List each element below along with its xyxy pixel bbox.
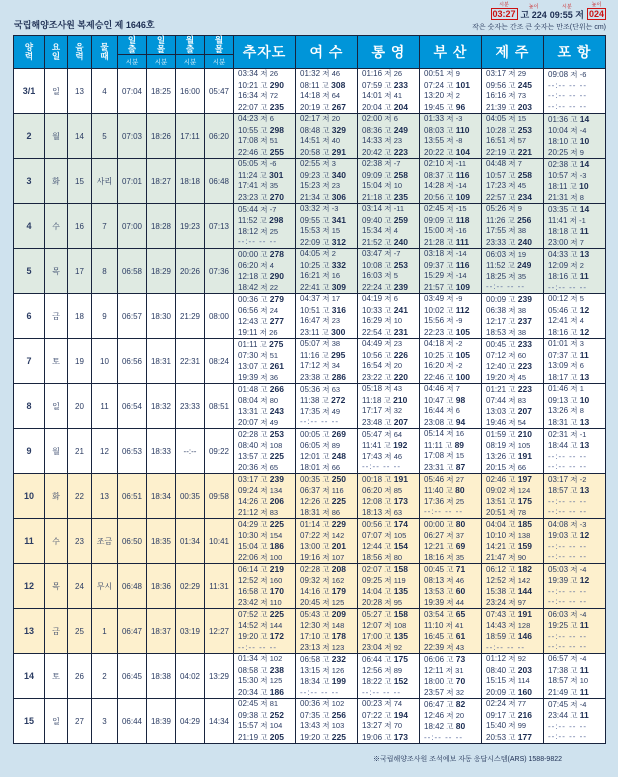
table-row — [14, 339, 606, 384]
sunrise-cell: 06:54 — [118, 384, 147, 429]
lunar-cell: 23 — [68, 519, 92, 564]
moonrise-cell: 18:18 — [176, 159, 205, 204]
sunset-cell: 18:30 — [147, 294, 176, 339]
day-cell: 금 — [45, 294, 68, 339]
tide-cell: 05:43 고 209 12:30 저 148 17:10 고 178 23:13 저 123 — [296, 609, 358, 654]
lunar-cell: 22 — [68, 474, 92, 519]
tide-cell: 01:46 저 1 09:13 고 10 13:26 저 8 18:31 고 13 — [544, 384, 606, 429]
tide-cell: 00:05 고 269 06:05 저 89 12:01 고 248 18:01 저 66 — [296, 429, 358, 474]
moonset-cell: 07:36 — [205, 249, 234, 294]
lunar-cell: 13 — [68, 69, 92, 114]
tide-cell: 06:03 저 19 11:52 고 249 18:25 저 35 --:-- -- -- — [482, 249, 544, 294]
sunset-cell: 18:28 — [147, 204, 176, 249]
day-cell: 일 — [45, 384, 68, 429]
legend-item-high-height — [521, 4, 547, 20]
tide-cell: 03:34 저 26 10:21 고 290 16:34 저 72 22:07 고 235 — [234, 69, 296, 114]
date-cell: 7 — [14, 339, 45, 384]
moonrise-cell: 19:23 — [176, 204, 205, 249]
mul-cell: 12 — [92, 429, 118, 474]
day-cell: 일 — [45, 69, 68, 114]
tide-cell: 05:26 저 9 11:26 고 256 17:55 저 38 23:33 고 240 — [482, 204, 544, 249]
sunset-cell: 18:38 — [147, 654, 176, 699]
legend-value: 024 — [588, 9, 604, 19]
moonset-cell: 08:24 — [205, 339, 234, 384]
station-col-header: 포 항 — [544, 36, 606, 69]
tide-cell: 00:36 고 279 06:56 저 24 12:43 고 277 19:11 저 26 — [234, 294, 296, 339]
legend-label: 시분 — [499, 2, 509, 8]
mul-cell: 1 — [92, 609, 118, 654]
lunar-cell: 27 — [68, 699, 92, 744]
sunset-cell: 18:39 — [147, 699, 176, 744]
moonrise-cell: 23:33 — [176, 384, 205, 429]
day-cell: 월 — [45, 114, 68, 159]
time-unit-header: 시분 — [205, 55, 234, 69]
time-unit-header: 시분 — [176, 55, 205, 69]
mul-cell: 10 — [92, 339, 118, 384]
moonset-cell: 06:20 — [205, 114, 234, 159]
tide-cell: 04:05 저 15 10:28 고 253 16:51 저 57 22:19 고 221 — [482, 114, 544, 159]
date-col-header: 일 몰 — [147, 36, 176, 55]
tide-cell: 00:35 고 250 06:37 저 116 12:26 고 225 18:31 저 86 — [296, 474, 358, 519]
tide-cell: 00:51 저 9 07:24 고 101 13:20 저 2 19:45 고 96 — [420, 69, 482, 114]
moonrise-cell: 03:19 — [176, 609, 205, 654]
tide-cell: 06:03 저 -4 19:25 고 11 --:-- -- -- --:-- -- -- — [544, 609, 606, 654]
day-cell: 목 — [45, 249, 68, 294]
legend-value: 고 224 — [520, 10, 547, 20]
mul-cell: 7 — [92, 204, 118, 249]
lunar-cell: 15 — [68, 159, 92, 204]
tide-cell: 06:12 고 182 12:52 저 142 15:38 고 144 23:24 저 97 — [482, 564, 544, 609]
date-col-header: 월 출 — [176, 36, 205, 55]
sunrise-cell: 06:53 — [118, 429, 147, 474]
tide-cell: 01:33 저 -3 08:03 고 110 13:55 저 -8 20:22 고 104 — [420, 114, 482, 159]
moonset-cell: 09:22 — [205, 429, 234, 474]
tide-cell: 02:17 저 20 08:48 고 329 14:51 저 40 20:58 고 291 — [296, 114, 358, 159]
moonset-cell: 07:13 — [205, 204, 234, 249]
time-unit-header: 시분 — [147, 55, 176, 69]
tide-cell: 00:23 저 74 07:22 고 194 13:27 저 70 19:06 고 173 — [358, 699, 420, 744]
day-cell: 수 — [45, 204, 68, 249]
moonrise-cell: 02:29 — [176, 564, 205, 609]
tide-cell: 01:16 저 26 07:59 고 233 14:01 저 41 20:04 고 204 — [358, 69, 420, 114]
date-col-header: 물 때 — [92, 36, 118, 69]
lunar-cell: 20 — [68, 384, 92, 429]
tide-cell: 05:03 저 -4 19:39 고 12 --:-- -- -- --:-- -- -- — [544, 564, 606, 609]
tide-cell: 04:49 저 23 10:56 고 226 16:54 저 20 23:22 고 220 — [358, 339, 420, 384]
station-col-header: 제 주 — [482, 36, 544, 69]
tide-cell: 02:45 저 -15 09:09 고 118 15:00 저 -16 21:28 고 111 — [420, 204, 482, 249]
tide-cell: 03:54 고 65 11:10 저 41 16:45 고 61 22:39 저 43 — [420, 609, 482, 654]
moonrise-cell: 01:34 — [176, 519, 205, 564]
station-col-header: 추자도 — [234, 36, 296, 69]
date-cell: 11 — [14, 519, 45, 564]
legend-label: 높이 — [528, 4, 539, 10]
moonrise-cell: 21:29 — [176, 294, 205, 339]
lunar-cell: 26 — [68, 654, 92, 699]
tide-cell: 05:36 저 63 11:38 고 272 17:35 저 49 --:-- -- -- — [296, 384, 358, 429]
tide-cell: 01:11 고 275 07:30 저 51 13:07 고 261 19:39 저 36 — [234, 339, 296, 384]
date-cell: 9 — [14, 429, 45, 474]
tide-cell: 05:44 저 -7 11:52 고 298 18:12 저 25 --:-- -- -- — [234, 204, 296, 249]
moonrise-cell: --:-- — [176, 429, 205, 474]
lunar-cell: 14 — [68, 114, 92, 159]
tide-cell: 00:36 저 102 07:35 고 256 13:43 저 103 19:20 고 225 — [296, 699, 358, 744]
approval-title: 국립해양조사원 복제승인 제 1646호 — [14, 20, 155, 30]
date-cell: 4 — [14, 204, 45, 249]
tide-cell: 00:45 고 233 07:12 저 60 12:40 고 223 19:20 저 45 — [482, 339, 544, 384]
date-cell: 8 — [14, 384, 45, 429]
tide-cell: 02:24 저 77 09:17 고 216 15:40 저 99 20:53 고 177 — [482, 699, 544, 744]
date-cell: 6 — [14, 294, 45, 339]
date-col-header: 양 력 — [14, 36, 45, 69]
day-cell: 금 — [45, 609, 68, 654]
tide-cell: 01:59 고 210 08:19 저 105 13:26 고 191 20:15 저 66 — [482, 429, 544, 474]
tide-cell: 06:06 고 73 12:11 저 31 18:00 고 70 23:57 저 32 — [420, 654, 482, 699]
table-row — [14, 474, 606, 519]
footer-ars-note: ※국립해양조사원 조석예보 자동 응답시스템(ARS) 1588-9822 — [372, 756, 562, 763]
moonset-cell: 09:58 — [205, 474, 234, 519]
day-cell: 토 — [45, 339, 68, 384]
tide-cell: 04:46 저 7 10:47 고 98 16:44 저 6 23:08 고 94 — [420, 384, 482, 429]
tide-cell: 05:46 저 27 11:40 고 80 17:36 저 25 --:-- -- -- — [420, 474, 482, 519]
table-row — [14, 69, 606, 114]
table-row — [14, 294, 606, 339]
date-cell: 13 — [14, 609, 45, 654]
mul-cell: 무시 — [92, 564, 118, 609]
tide-cell: 04:04 고 185 10:10 저 138 14:21 고 159 21:47 저 90 — [482, 519, 544, 564]
tide-cell: 00:45 고 71 08:13 저 46 13:53 고 60 19:39 저 44 — [420, 564, 482, 609]
lunar-cell: 24 — [68, 564, 92, 609]
tide-cell: 00:18 고 191 06:20 저 85 12:08 고 173 18:13 저 63 — [358, 474, 420, 519]
sunset-cell: 18:33 — [147, 429, 176, 474]
table-header — [14, 36, 606, 69]
tide-cell: 02:28 고 253 08:40 저 108 13:57 고 225 20:36 저 65 — [234, 429, 296, 474]
tide-cell: 04:05 저 2 10:25 고 332 16:21 저 16 22:41 고 309 — [296, 249, 358, 294]
sunset-cell: 18:26 — [147, 114, 176, 159]
mul-cell: 2 — [92, 654, 118, 699]
tide-cell: 06:14 고 219 12:52 저 160 16:58 고 170 23:42 저 110 — [234, 564, 296, 609]
table-row — [14, 384, 606, 429]
sunrise-cell: 06:58 — [118, 249, 147, 294]
station-col-header: 여 수 — [296, 36, 358, 69]
sunset-cell: 18:32 — [147, 384, 176, 429]
tide-cell: 02:38 고 14 10:57 저 -3 18:11 고 10 21:31 저 8 — [544, 159, 606, 204]
tide-cell: 01:12 저 92 08:40 고 203 15:15 저 114 20:09 고 160 — [482, 654, 544, 699]
time-unit-header: 시분 — [118, 55, 147, 69]
tide-cell: 03:14 저 -11 09:40 고 259 15:34 저 4 21:52 고 240 — [358, 204, 420, 249]
moonset-cell: 06:48 — [205, 159, 234, 204]
tide-cell: 04:48 저 7 10:57 고 258 17:23 저 45 22:57 고 234 — [482, 159, 544, 204]
moonset-cell: 08:00 — [205, 294, 234, 339]
tide-cell: 01:14 고 229 07:22 저 142 13:00 고 201 19:16 저 107 — [296, 519, 358, 564]
table-body — [14, 69, 606, 744]
lunar-cell: 19 — [68, 339, 92, 384]
mul-cell: 9 — [92, 294, 118, 339]
moonset-cell: 14:34 — [205, 699, 234, 744]
table-row — [14, 519, 606, 564]
legend-value: 09:55 저 — [549, 10, 584, 20]
moonrise-cell: 17:11 — [176, 114, 205, 159]
station-col-header: 통 영 — [358, 36, 420, 69]
lunar-cell: 18 — [68, 294, 92, 339]
sunrise-cell: 06:47 — [118, 609, 147, 654]
tide-cell: 03:49 저 -9 10:02 고 112 15:56 저 -9 22:23 고 105 — [420, 294, 482, 339]
tide-cell: 02:55 저 3 09:23 고 340 15:23 저 23 21:34 고 306 — [296, 159, 358, 204]
tide-cell: 03:17 저 29 09:56 고 245 16:16 저 73 21:39 고 203 — [482, 69, 544, 114]
tide-cell: 04:29 고 225 10:30 저 154 15:04 고 186 22:06 저 100 — [234, 519, 296, 564]
table-row — [14, 429, 606, 474]
sunset-cell: 18:31 — [147, 339, 176, 384]
sunrise-cell: 06:48 — [118, 564, 147, 609]
tide-cell: 00:12 저 5 05:46 고 12 12:41 저 4 18:16 고 12 — [544, 294, 606, 339]
sunrise-cell: 06:50 — [118, 519, 147, 564]
tide-table — [13, 35, 606, 744]
date-cell: 3 — [14, 159, 45, 204]
date-col-header: 요 일 — [45, 36, 68, 69]
mul-cell: 3 — [92, 699, 118, 744]
tide-cell: 03:32 저 -3 09:55 고 341 15:53 저 15 22:09 고 312 — [296, 204, 358, 249]
lunar-cell: 16 — [68, 204, 92, 249]
table-row — [14, 654, 606, 699]
table-row — [14, 699, 606, 744]
table-row — [14, 159, 606, 204]
moonset-cell: 11:31 — [205, 564, 234, 609]
mul-cell: 13 — [92, 474, 118, 519]
tide-cell: 01:36 고 14 10:04 저 -4 18:10 고 10 20:25 저 9 — [544, 114, 606, 159]
date-col-header: 일 출 — [118, 36, 147, 55]
mul-cell: 5 — [92, 114, 118, 159]
mul-cell: 조금 — [92, 519, 118, 564]
tide-cell: 04:37 저 17 10:51 고 316 16:47 저 23 23:11 고 300 — [296, 294, 358, 339]
moonrise-cell: 00:35 — [176, 474, 205, 519]
mul-cell: 사리 — [92, 159, 118, 204]
tide-cell: 02:28 고 208 09:32 저 162 14:16 고 179 20:45 저 125 — [296, 564, 358, 609]
table-row — [14, 204, 606, 249]
tide-cell: 03:18 저 -14 09:37 고 116 15:29 저 -14 21:57 고 109 — [420, 249, 482, 294]
moonset-cell: 13:29 — [205, 654, 234, 699]
tide-cell: 01:32 저 46 08:11 고 308 14:18 저 64 20:19 고 267 — [296, 69, 358, 114]
legend-item-low-height — [587, 2, 606, 20]
date-cell: 14 — [14, 654, 45, 699]
tide-cell: 04:33 고 13 12:09 저 2 18:16 고 11 --:-- -- -- — [544, 249, 606, 294]
tide-cell: 03:17 고 239 09:24 저 134 14:26 고 206 21:12 저 83 — [234, 474, 296, 519]
moonset-cell: 08:51 — [205, 384, 234, 429]
tide-cell: 04:19 저 6 10:33 고 241 16:29 저 10 22:54 고 231 — [358, 294, 420, 339]
date-col-header: 월 몰 — [205, 36, 234, 55]
tide-cell: 00:00 고 278 06:20 저 4 12:18 고 290 18:42 저 22 — [234, 249, 296, 294]
moonrise-cell: 20:26 — [176, 249, 205, 294]
sunset-cell: 18:34 — [147, 474, 176, 519]
tide-cell: 06:44 고 175 12:56 저 89 18:22 고 152 --:-- -- -- — [358, 654, 420, 699]
legend-value: 03:27 — [492, 9, 516, 19]
tide-cell: 07:52 고 225 14:52 저 144 19:20 고 172 --:-- -- -- — [234, 609, 296, 654]
tide-cell: 05:18 저 43 11:18 고 210 17:17 저 32 23:48 고 207 — [358, 384, 420, 429]
date-cell: 10 — [14, 474, 45, 519]
sunrise-cell: 06:57 — [118, 294, 147, 339]
day-cell: 토 — [45, 654, 68, 699]
tide-cell: 00:00 고 80 06:27 저 37 12:21 고 69 18:16 저 35 — [420, 519, 482, 564]
moonrise-cell: 16:00 — [176, 69, 205, 114]
tide-cell: 03:17 저 -2 18:57 고 13 --:-- -- -- --:-- -- -- — [544, 474, 606, 519]
mul-cell: 8 — [92, 249, 118, 294]
tide-cell: 03:35 고 14 11:41 저 -1 18:18 고 11 23:00 저 7 — [544, 204, 606, 249]
table-row — [14, 564, 606, 609]
sunrise-cell: 07:04 — [118, 69, 147, 114]
table-row — [14, 114, 606, 159]
sunset-cell: 18:25 — [147, 69, 176, 114]
tide-cell: 02:46 고 197 09:02 저 124 13:51 고 175 20:51 저 78 — [482, 474, 544, 519]
station-col-header: 부 산 — [420, 36, 482, 69]
date-cell: 15 — [14, 699, 45, 744]
tide-cell: 04:18 저 -2 10:25 고 105 16:20 저 -2 22:46 고 100 — [420, 339, 482, 384]
tide-legend — [472, 2, 606, 32]
moonset-cell: 05:47 — [205, 69, 234, 114]
tide-cell: 00:09 고 239 06:38 저 38 12:17 고 237 18:53 저 38 — [482, 294, 544, 339]
day-cell: 수 — [45, 519, 68, 564]
tide-cell: 06:57 저 -4 17:38 고 11 18:57 저 10 21:49 고 11 — [544, 654, 606, 699]
sunset-cell: 18:35 — [147, 519, 176, 564]
tide-cell: 05:27 고 158 12:07 저 108 17:00 고 135 23:04 저 92 — [358, 609, 420, 654]
sunset-cell: 18:29 — [147, 249, 176, 294]
tide-cell: 06:58 고 232 13:15 저 126 18:34 고 199 --:-- -- -- — [296, 654, 358, 699]
sunrise-cell: 07:03 — [118, 114, 147, 159]
tide-cell: 05:47 저 64 11:41 고 192 17:43 저 46 --:-- -- -- — [358, 429, 420, 474]
table-row — [14, 609, 606, 654]
tide-cell: 00:56 고 174 07:07 저 105 12:44 고 154 18:56 저 80 — [358, 519, 420, 564]
sunrise-cell: 06:45 — [118, 654, 147, 699]
tide-cell: 05:05 저 -6 11:24 고 301 17:41 저 35 23:23 고 270 — [234, 159, 296, 204]
table-row — [14, 249, 606, 294]
tide-cell: 07:45 저 -4 23:44 고 11 --:-- -- -- --:-- -- -- — [544, 699, 606, 744]
tide-cell: 04:08 저 -3 19:03 고 12 --:-- -- -- --:-- -- -- — [544, 519, 606, 564]
tide-cell: 04:23 저 6 10:55 고 298 17:08 저 51 22:46 고 255 — [234, 114, 296, 159]
mul-cell: 11 — [92, 384, 118, 429]
tide-cell: 02:00 저 6 08:36 고 249 14:33 저 23 20:42 고 223 — [358, 114, 420, 159]
tide-cell: 02:07 고 158 09:25 저 119 14:04 고 135 20:28 저 95 — [358, 564, 420, 609]
sunrise-cell: 06:44 — [118, 699, 147, 744]
legend-label: 높이 — [591, 2, 602, 8]
tide-cell: 01:34 저 102 08:58 고 238 15:30 저 125 20:34 고 186 — [234, 654, 296, 699]
mul-cell: 4 — [92, 69, 118, 114]
sunrise-cell: 06:51 — [118, 474, 147, 519]
date-cell: 3/1 — [14, 69, 45, 114]
date-cell: 12 — [14, 564, 45, 609]
tide-cell: 06:47 고 82 12:46 저 20 18:42 고 80 --:-- -- -- — [420, 699, 482, 744]
sunset-cell: 18:36 — [147, 564, 176, 609]
tide-cell: 02:45 저 81 09:38 고 252 15:57 저 104 21:19 고 205 — [234, 699, 296, 744]
day-cell: 목 — [45, 564, 68, 609]
tide-cell: 01:01 저 3 07:37 고 11 13:09 저 6 18:17 고 13 — [544, 339, 606, 384]
tide-cell: 02:10 저 -11 08:37 고 116 14:28 저 -14 20:56 고 109 — [420, 159, 482, 204]
date-cell: 5 — [14, 249, 45, 294]
moonrise-cell: 04:29 — [176, 699, 205, 744]
legend-label: 시분 — [562, 4, 572, 10]
sunrise-cell: 07:00 — [118, 204, 147, 249]
lunar-cell: 17 — [68, 249, 92, 294]
tide-cell: 02:38 저 -7 09:09 고 258 15:04 저 10 21:18 고 235 — [358, 159, 420, 204]
legend-example — [472, 2, 606, 20]
legend-note: 작은 숫자는 간조 큰 숫자는 만조(단위는 cm) — [472, 24, 606, 31]
day-cell: 화 — [45, 159, 68, 204]
sunrise-cell: 06:56 — [118, 339, 147, 384]
tide-cell: 02:31 저 -1 18:44 고 13 --:-- -- -- --:-- -- -- — [544, 429, 606, 474]
day-cell: 화 — [45, 474, 68, 519]
sunset-cell: 18:27 — [147, 159, 176, 204]
moonrise-cell: 22:31 — [176, 339, 205, 384]
sunrise-cell: 07:01 — [118, 159, 147, 204]
date-col-header: 음 력 — [68, 36, 92, 69]
moonset-cell: 10:41 — [205, 519, 234, 564]
moonrise-cell: 04:02 — [176, 654, 205, 699]
legend-item-low-time — [550, 4, 584, 20]
tide-cell: 07:43 고 191 14:43 저 128 18:59 고 146 --:-- -- -- — [482, 609, 544, 654]
day-cell: 월 — [45, 429, 68, 474]
moonset-cell: 12:27 — [205, 609, 234, 654]
tide-cell: 01:48 고 266 08:04 저 80 13:31 고 243 20:07 저 49 — [234, 384, 296, 429]
tide-cell: 05:07 저 38 11:16 고 295 17:12 저 34 23:38 고 286 — [296, 339, 358, 384]
day-cell: 일 — [45, 699, 68, 744]
lunar-cell: 25 — [68, 609, 92, 654]
date-cell: 2 — [14, 114, 45, 159]
tide-cell: 01:21 고 223 07:44 저 83 13:03 고 207 19:46 저 54 — [482, 384, 544, 429]
tide-cell: 05:14 저 16 11:11 고 89 17:08 저 15 23:31 고 87 — [420, 429, 482, 474]
lunar-cell: 21 — [68, 429, 92, 474]
tide-cell: 03:47 저 -7 10:08 고 253 16:03 저 5 22:24 고 239 — [358, 249, 420, 294]
tide-cell: 09:08 저 -6 --:-- -- -- --:-- -- -- --:-- -- -- — [544, 69, 606, 114]
legend-item-high-time — [491, 2, 518, 20]
sunset-cell: 18:37 — [147, 609, 176, 654]
